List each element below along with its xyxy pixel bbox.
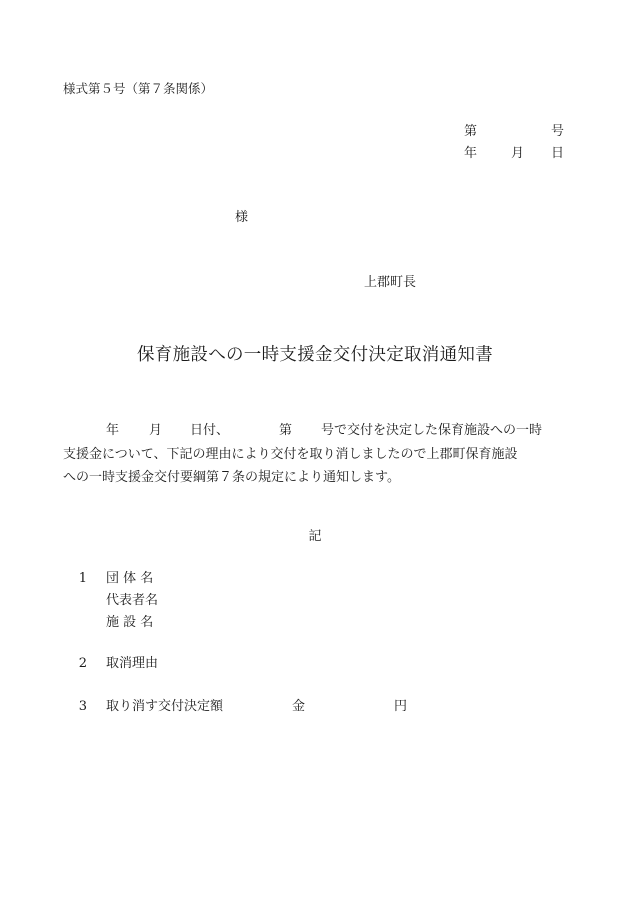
body-number-prefix: 第 (279, 423, 293, 438)
item-1-facility-label: 施 設 名 (106, 615, 154, 630)
item-3-money-prefix: 金 (292, 699, 306, 714)
date-month: 月 (511, 146, 525, 161)
recipient-honorific: 様 (235, 210, 249, 225)
date-day: 日 (550, 146, 564, 161)
body-line-2: 支援金について、下記の理由により交付を取り消しましたので上郡町保育施設 (63, 447, 518, 462)
body-line-3: への一時支援金交付要綱第７条の規定により通知します。 (63, 470, 400, 485)
body-day-dated: 日付、 (190, 423, 230, 438)
item-1-representative-label: 代表者名 (106, 593, 159, 608)
date-year: 年 (464, 146, 478, 161)
body-month: 月 (149, 423, 163, 438)
item-1-organization-label: 団 体 名 (106, 571, 154, 586)
issue-date (464, 147, 564, 161)
item-1-number: 1 (78, 571, 87, 586)
body-text (63, 420, 567, 489)
document-number-suffix: 号 (550, 124, 564, 139)
body-line-1 (63, 420, 567, 443)
item-3-money-suffix: 円 (394, 699, 408, 714)
item-3-amount-label: 取り消す交付決定額 (106, 699, 224, 714)
form-label: 様式第５号（第７条関係） (63, 81, 214, 96)
body-year: 年 (106, 423, 120, 438)
document-number-prefix: 第 (464, 124, 478, 139)
item-2-reason-label: 取消理由 (106, 656, 159, 671)
document-title: 保育施設への一時支援金交付決定取消通知書 (137, 345, 493, 365)
item-2-number: 2 (78, 656, 87, 671)
item-3-number: 3 (78, 699, 87, 714)
ki-heading: 記 (308, 529, 322, 544)
document-number (464, 125, 564, 139)
sender-name: 上郡町長 (364, 275, 417, 290)
body-line-1-rest: 号で交付を決定した保育施設への一時 (321, 423, 543, 438)
